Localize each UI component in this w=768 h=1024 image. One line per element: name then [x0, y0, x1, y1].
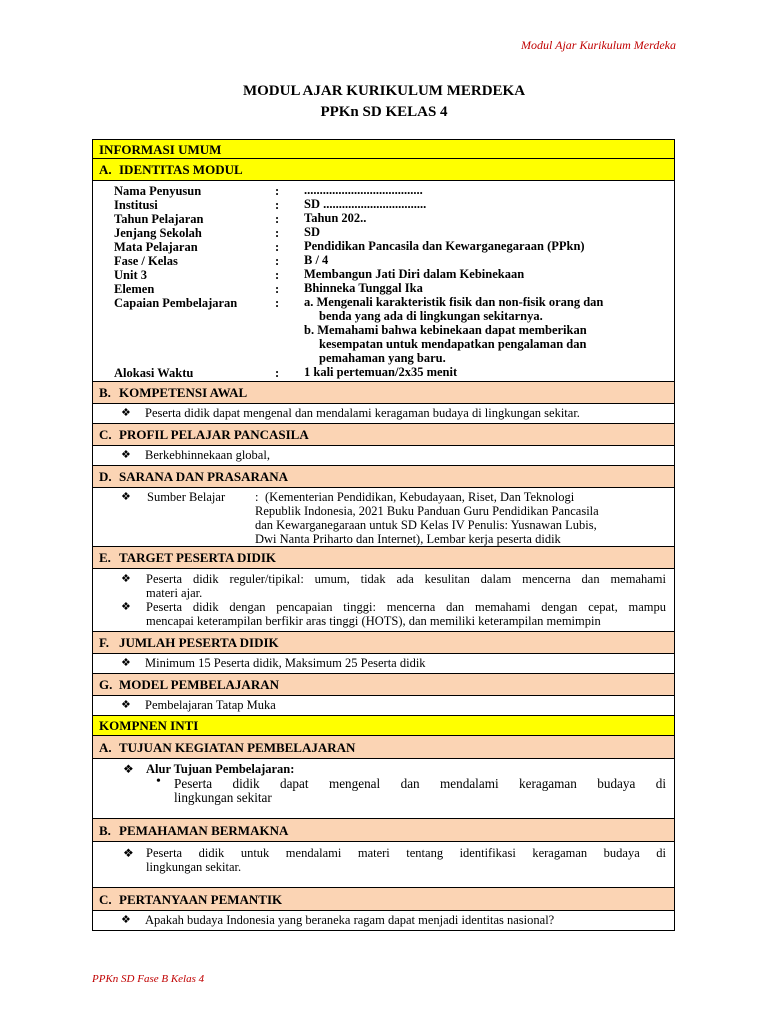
field-colon: :	[275, 212, 280, 226]
section-title: JUMLAH PESERTA DIDIK	[119, 635, 279, 650]
list-item-line: lingkungan sekitar	[174, 790, 272, 805]
sub-heading: Alur Tujuan Pembelajaran:	[146, 762, 295, 776]
pertanyaan-content	[93, 911, 674, 930]
identitas-content	[93, 181, 674, 382]
field-label: Alokasi Waktu	[114, 366, 194, 380]
list-item-line: lingkungan sekitar.	[146, 860, 242, 874]
section-tujuan-kegiatan	[93, 736, 674, 759]
sumber-line: Republik Indonesia, 2021 Buku Panduan Guru Pendidikan Pancasila	[255, 504, 599, 518]
section-number: C.	[99, 891, 112, 907]
list-item-line: materi ajar.	[146, 586, 203, 600]
section-identitas-modul	[93, 159, 674, 181]
field-colon: :	[275, 366, 280, 380]
section-jumlah-peserta	[93, 632, 674, 654]
section-number: A.	[99, 739, 112, 755]
list-item-line: Peserta didik untuk mendalami materi tentang identifikasi keragaman budaya di	[146, 846, 666, 860]
field-value: Membangun Jati Diri dalam Kebinekaan	[304, 267, 525, 281]
section-sarana-prasarana	[93, 466, 674, 488]
capaian-line: b. Memahami bahwa kebinekaan dapat memberikan	[304, 323, 587, 337]
field-label: Tahun Pelajaran	[114, 212, 204, 226]
field-value: SD	[304, 225, 320, 239]
document-subtitle: PPKn SD KELAS 4	[320, 104, 448, 120]
header-running-title: Modul Ajar Kurikulum Merdeka	[521, 38, 676, 52]
target-content	[93, 569, 674, 632]
capaian-line: kesempatan untuk mendapatkan pengalaman dan	[319, 337, 587, 351]
sumber-label: Sumber Belajar	[147, 490, 226, 504]
list-item: Peserta didik dapat mengenal dan mendalami keragaman budaya di lingkungan sekitar.	[145, 406, 580, 420]
field-colon: :	[275, 282, 280, 296]
section-number: C.	[99, 427, 112, 442]
section-pemahaman-bermakna	[93, 819, 674, 842]
pemahaman-content	[93, 842, 674, 888]
capaian-line: a. Mengenali karakteristik fisik dan non-fisik orang dan	[304, 295, 604, 309]
section-model-pembelajaran	[93, 674, 674, 696]
section-title: TARGET PESERTA DIDIK	[119, 550, 277, 565]
section-target-peserta	[93, 547, 674, 569]
section-title: MODEL PEMBELAJARAN	[119, 677, 279, 692]
module-table	[92, 139, 675, 931]
field-label: Capaian Pembelajaran	[114, 296, 238, 310]
field-colon: :	[275, 240, 280, 254]
section-number: D.	[99, 469, 112, 484]
list-item: Pembelajaran Tatap Muka	[145, 698, 276, 712]
field-label: Fase / Kelas	[114, 254, 178, 268]
section-title: SARANA DAN PRASARANA	[119, 469, 289, 484]
diamond-bullet-icon: ❖	[121, 601, 131, 613]
field-label: Nama Penyusun	[114, 184, 202, 198]
section-number: G.	[99, 677, 113, 692]
diamond-bullet-icon: ❖	[121, 914, 131, 926]
section-title: TUJUAN KEGIATAN PEMBELAJARAN	[119, 739, 356, 755]
field-label: Jenjang Sekolah	[114, 226, 202, 240]
field-value: Bhinneka Tunggal Ika	[304, 281, 423, 295]
field-label: Elemen	[114, 282, 155, 296]
model-content	[93, 696, 674, 716]
sumber-line: Dwi Nanta Priharto dan Internet), Lembar kerja peserta didik	[255, 532, 561, 546]
field-colon: :	[275, 268, 280, 282]
list-item-line: Peserta didik dapat mengenal dan mendalami keragaman budaya di	[174, 776, 666, 791]
list-item-line: Peserta didik reguler/tipikal: umum, tidak ada kesulitan dalam mencerna dan memahami	[146, 572, 666, 586]
sumber-line: (Kementerian Pendidikan, Kebudayaan, Riset, Dan Teknologi	[265, 490, 575, 504]
list-item-line: mencapai keterampilan berfikir aras tinggi (HOTS), dan memiliki keterampilan memimpin	[146, 614, 601, 628]
field-value: Tahun 202..	[304, 211, 367, 225]
sarana-content	[93, 488, 674, 547]
field-value: 1 kali pertemuan/2x35 menit	[304, 365, 458, 379]
field-label: Unit 3	[114, 268, 147, 282]
section-informasi-umum	[93, 140, 674, 159]
diamond-bullet-icon: ❖	[123, 762, 134, 776]
list-item: Apakah budaya Indonesia yang beraneka ragam dapat menjadi identitas nasional?	[145, 913, 555, 927]
field-label: Mata Pelajaran	[114, 240, 198, 254]
dot-bullet-icon: •	[156, 774, 161, 789]
section-number: E.	[99, 550, 111, 565]
section-title: KOMPETENSI AWAL	[119, 385, 248, 400]
field-colon: :	[275, 198, 280, 212]
section-title: INFORMASI UMUM	[99, 141, 222, 157]
diamond-bullet-icon: ❖	[123, 846, 134, 860]
field-value: Pendidikan Pancasila dan Kewarganegaraan (PPkn)	[304, 239, 585, 253]
tujuan-content	[93, 759, 674, 819]
section-profil-pelajar	[93, 424, 674, 446]
kompetensi-content	[93, 404, 674, 424]
capaian-line: benda yang ada di lingkungan sekitarnya.	[319, 309, 543, 323]
field-colon: :	[275, 254, 280, 268]
field-colon: :	[275, 184, 280, 198]
section-pertanyaan-pemantik	[93, 888, 674, 911]
section-title: PEMAHAMAN BERMAKNA	[119, 822, 289, 838]
list-item: Berkebhinnekaan global,	[145, 448, 270, 462]
document-title: MODUL AJAR KURIKULUM MERDEKA	[242, 83, 526, 99]
sumber-line: dan Kewarganegaraan untuk SD Kelas IV Penulis: Yusnawan Lubis,	[255, 518, 597, 532]
section-number: A.	[99, 162, 112, 177]
capaian-line: pemahaman yang baru.	[319, 351, 446, 365]
section-title: IDENTITAS MODUL	[119, 162, 243, 177]
field-colon: :	[275, 296, 280, 310]
field-value: SD .................................	[304, 197, 427, 211]
field-value: ......................................	[304, 183, 423, 197]
profil-content	[93, 446, 674, 466]
section-title: KOMPNEN INTI	[99, 718, 199, 733]
section-komponen-inti	[93, 716, 674, 736]
jumlah-content	[93, 654, 674, 674]
section-title: PROFIL PELAJAR PANCASILA	[119, 427, 309, 442]
field-value: B / 4	[304, 253, 329, 267]
diamond-bullet-icon: ❖	[121, 699, 131, 711]
section-number: F.	[99, 635, 109, 650]
list-item: Minimum 15 Peserta didik, Maksimum 25 Peserta didik	[145, 656, 426, 670]
section-title: PERTANYAAN PEMANTIK	[119, 891, 283, 907]
diamond-bullet-icon: ❖	[121, 657, 131, 669]
diamond-bullet-icon: ❖	[121, 573, 131, 585]
diamond-bullet-icon: ❖	[121, 407, 131, 419]
section-kompetensi-awal	[93, 382, 674, 404]
field-colon: :	[275, 226, 280, 240]
diamond-bullet-icon: ❖	[121, 491, 131, 503]
diamond-bullet-icon: ❖	[121, 449, 131, 461]
list-item-line: Peserta didik dengan pencapaian tinggi: mencerna dan memahami dengan cepat, mampu	[146, 600, 666, 614]
field-label: Institusi	[114, 198, 158, 212]
section-number: B.	[99, 385, 111, 400]
sumber-colon: :	[255, 490, 259, 504]
section-number: B.	[99, 822, 111, 838]
footer-running-title: PPKn SD Fase B Kelas 4	[92, 973, 205, 985]
